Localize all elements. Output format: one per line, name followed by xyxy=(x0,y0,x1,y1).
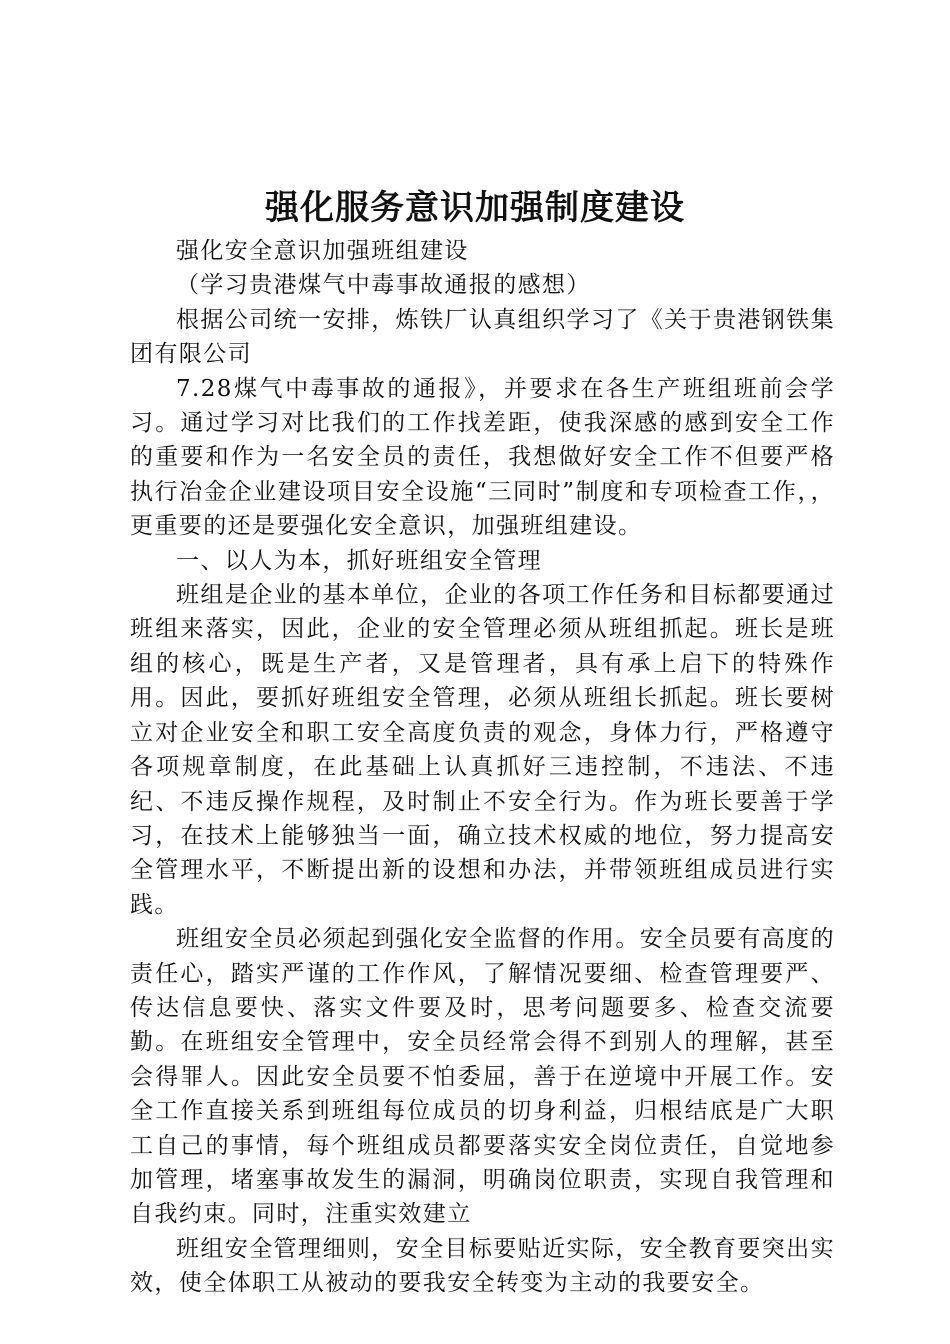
section-heading: 一、以人为本，抓好班组安全管理 xyxy=(176,547,542,574)
paragraph: 7.28煤气中毒事故的通报》，并要求在各生产班组班前会学习。通过学习对比我们的工作找差距，使我深感的感到安全工作的重要和作为一名安全员的责任，我想做好安全工作不但要严格执行冶金企业建设项目安全设施“三同时”制度和专项检查工作，，更重要的还是要强化安全意识，加强班组建设。 xyxy=(130,375,835,540)
paragraph-subtitle: 强化安全意识加强班组建设 xyxy=(176,238,469,264)
paragraph-subtitle-note: （学习贵港煤气中毒事故通报的感想） xyxy=(176,272,591,299)
document-title: 强化服务意识加强制度建设 xyxy=(265,188,685,228)
paragraph: 班组安全管理细则，安全目标要贴近实际，安全教育要突出实效，使全体职工从被动的要我安全转变为主动的我要安全。 xyxy=(130,1235,835,1297)
document-body xyxy=(130,234,835,1301)
paragraph: 班组是企业的基本单位，企业的各项工作任务和目标都要通过班组来落实，因此，企业的安全管理必须从班组抓起。班长是班组的核心，既是生产者，又是管理者，具有承上启下的特殊作用。因此，要抓好班组安全管理，必须从班组长抓起。班长要树立对企业安全和职工安全高度负责的观念，身体力行，严格遵守各项规章制度，在此基础上认真抓好三违控制，不违法、不违纪、不违反操作规程，及时制止不安全行为。作为班长要善于学习，在技术上能够独当一面，确立技术权威的地位，努力提高安全管理水平，不断提出新的设想和办法，并带领班组成员进行实践。 xyxy=(130,582,835,918)
paragraph: 根据公司统一安排，炼铁厂认真组织学习了《关于贵港钢铁集团有限公司 xyxy=(130,306,835,368)
paragraph: 班组安全员必须起到强化安全监督的作用。安全员要有高度的责任心，踏实严谨的工作作风，了解情况要细、检查管理要严、传达信息要快、落实文件要及时，思考问题要多、检查交流要勤。在班组安全管理中，安全员经常会得不到别人的理解，甚至会得罪人。因此安全员要不怕委屈，善于在逆境中开展工作。安全工作直接关系到班组每位成员的切身利益，归根结底是广大职工自己的事情，每个班组成员都要落实安全岗位责任，自觉地参加管理，堵塞事故发生的漏洞，明确岗位职责，实现自我管理和自我约束。同时，注重实效建立 xyxy=(130,926,835,1228)
